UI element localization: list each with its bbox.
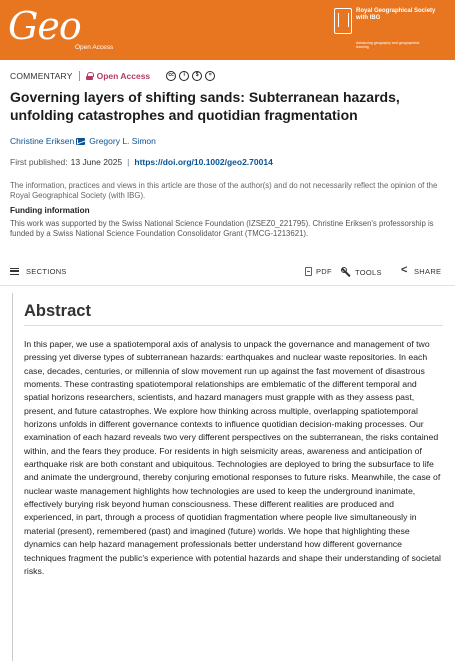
society-name: Royal Geographical Society with IBG (356, 8, 436, 21)
pdf-label: PDF (316, 267, 332, 276)
nc-icon: $ (192, 71, 202, 81)
article-type: COMMENTARY (10, 71, 73, 81)
share-button[interactable] (401, 267, 441, 276)
pdf-icon (305, 267, 312, 276)
journal-banner[interactable] (0, 0, 455, 60)
article-toolbar (0, 258, 455, 286)
journal-logo: Geo (8, 4, 81, 48)
by-icon: i (179, 71, 189, 81)
abstract-heading: Abstract (24, 302, 91, 320)
sections-button[interactable] (10, 267, 67, 276)
sections-label: SECTIONS (26, 267, 67, 276)
open-lock-icon (86, 72, 93, 80)
nd-icon: = (205, 71, 215, 81)
publication-info (10, 157, 273, 167)
license-icons[interactable] (166, 71, 215, 81)
article-meta-row (10, 70, 215, 82)
published-date: 13 June 2025 (70, 157, 123, 167)
society-crest-icon (334, 8, 352, 34)
society-tagline: Advancing geography and geographical learning (356, 41, 420, 50)
share-label: SHARE (414, 267, 442, 276)
tools-button[interactable] (341, 267, 382, 277)
cc-icon: cc (166, 71, 176, 81)
abstract-text: In this paper, we use a spatiotemporal axis of analysis to unpack the governance and management of two pressing yet diverse types of subterranean hazards: earthquakes and nuclear waste repositories. In each case, decades, centuries, or millennia of slow movement run up against the fast movement of disastrous moments. These contrasting spatiotemporal relationships are emblematic of the different temporal and spatial horizons researchers, scientists, and hazard managers must grapple with as they assess past, present, and future catastrophes. We explore how thinking across multiple, overlapping spatiotemporal horizons unfolds in different governance contexts to influence quotidian decision-making processes. Our examination of each hazard reveals two very different perspectives on the subterranean, the risks contained within, and the fears they produce. For residents in high seismicity areas, awareness and anticipation of earthquake risk are both constant and ubiquitous. Technologies are deployed to bring the subsurface to life and animate the underground, thereby conjuring emotional responses to future risks. Meanwhile, the case of nuclear waste management highlights how technologies are used to keep the underground inanimate, effectively burying risk beyond human consciousness. These different realities are produced and experienced, in part, through a process of quotidian fragmentation where people live simultaneously in material (present), remembered (past) and imagined (future) worlds. We hope that highlighting these dynamics can help hazard management professionals better understand how different governance techniques fragment the public's experience with potential hazards and shape their understanding of societal risks. (24, 339, 441, 576)
divider: | (127, 157, 130, 167)
author-list (10, 136, 156, 146)
author-link[interactable]: Gregory L. Simon (89, 136, 156, 146)
list-icon (10, 268, 19, 275)
funding-heading: Funding information (10, 206, 90, 215)
share-icon (401, 267, 410, 276)
email-icon[interactable] (76, 138, 85, 145)
funding-text: This work was supported by the Swiss National Science Foundation (IZSEZ0_221795). Christine Eriksen's professorship is funded by a Swiss National Science Foundation Consolidator Grant (TMCG-1213621). (10, 219, 434, 239)
article-title: Governing layers of shifting sands: Subterranean hazards, unfolding catastrophes and quotidian fragmentation (10, 89, 400, 123)
tools-label: TOOLS (355, 267, 382, 277)
pdf-button[interactable] (305, 267, 332, 276)
published-label: First published: (10, 157, 68, 167)
open-access-label: Open Access (96, 71, 151, 81)
divider (24, 325, 443, 326)
divider (79, 71, 80, 81)
disclaimer-text: The information, practices and views in this article are those of the author(s) and do not necessarily reflect the opinion of the Royal Geographical Society (with IBG). (10, 181, 438, 201)
author-link[interactable]: Christine Eriksen (10, 136, 75, 146)
wrench-icon (341, 267, 351, 277)
open-access-tag: Open Access (75, 44, 114, 51)
doi-link[interactable]: https://doi.org/10.1002/geo2.70014 (134, 157, 273, 167)
